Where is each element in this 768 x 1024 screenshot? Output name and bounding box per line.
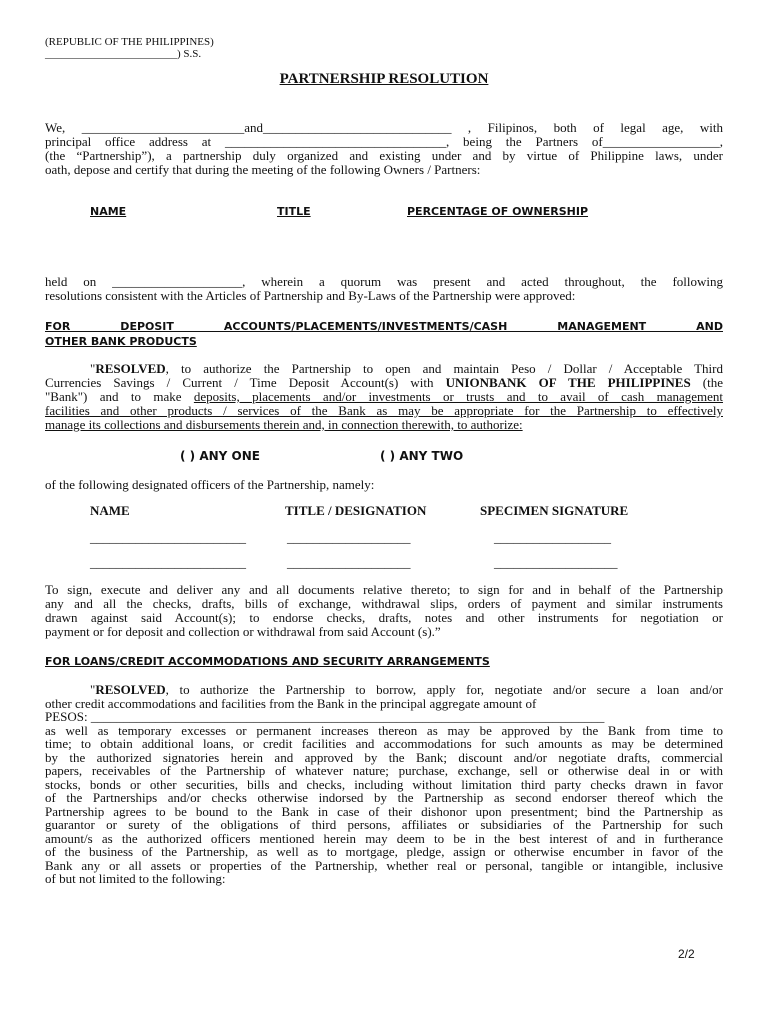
loans-line: amount/s as the authorized officers mentioned herein may deem to be in the best interest of and in furtherance [45,830,723,846]
deposit-resolved-line: facilities and other products / services of the Bank as may be appropriate for the Partnership to effectively [45,403,723,418]
loans-line: papers, receivables of the Partnership of whatever nature; purchase, exchange, sell or otherwise deal in or with [45,763,723,778]
officers-header-signature: SPECIMEN SIGNATURE [480,503,629,518]
deposit-heading-line: OTHER BANK PRODUCTS [45,335,197,348]
meeting-paragraph [45,275,723,303]
officer-title-blank: ___________________ [287,555,411,570]
intro-line: (the “Partnership”), a partnership duly organized and existing under and by virtue of Philippine laws, under [45,148,723,163]
republic-label: (REPUBLIC OF THE PHILIPPINES) [45,36,214,48]
officer-signature-blank: __________________ [494,530,611,545]
page-number: 2/2 [678,947,695,961]
deposit-resolution-paragraph [45,362,723,432]
resolved-keyword: RESOLVED [95,361,166,376]
authority-line: payment or for deposit and collection or withdrawal from said Account (s).” [45,624,441,639]
option-any-one: ( ) ANY ONE [180,449,260,463]
loans-line: by the authorized signatories herein and approved by the Bank; discount and/or negotiate drafts, commercial [45,749,723,765]
ss-line: ________________________) S.S. [45,48,202,60]
resolved-text: , to authorize the Partnership to borrow, apply for, negotiate and/or secure a loan and/or [165,682,723,697]
authority-line: To sign, execute and deliver any and all documents relative thereto; to sign for and in behalf of the Partnership [45,582,723,597]
loans-resolved-line [45,683,723,697]
deposit-resolved-line [45,376,723,390]
loans-line: Bank any or all assets or properties of the Partnership, whether real or personal, tangible or intangible, inclusive [45,857,723,873]
intro-line: We, _________________________and_____________________________ , Filipinos, both of legal age, with [45,120,723,135]
loans-line: other credit accommodations and facilities from the Bank in the principal aggregate amount of [45,695,537,711]
loans-line: of the Partnerships and/or checks otherwise indorsed by the Partnership as second endorser thereof which the [45,790,723,805]
resolved-underlined-text: deposits, placements and/or investments or trusts and to avail of cash management [193,389,723,404]
loans-line: stocks, bonds or other securities, bills and checks, including without limitation third party checks drawn in favor [45,776,723,792]
meeting-line: resolutions consistent with the Articles of Partnership and By-Laws of the Partnership were approved: [45,288,576,303]
resolved-keyword: RESOLVED [95,682,166,697]
deposit-resolved-line [45,390,723,404]
owners-header-title: TITLE [277,205,311,218]
loans-line: Partnership agrees to be bound to the Bank in case of their dishonor upon presentment; bind the Partnership as [45,803,723,819]
owners-header-percentage: PERCENTAGE OF OWNERSHIP [407,205,589,218]
resolved-text: Currencies Savings / Current / Time Deposit Account(s) with [45,375,446,390]
option-any-two: ( ) ANY TWO [380,449,464,463]
deposit-resolved-line [45,362,723,376]
officer-name-blank: ________________________ [90,530,246,545]
deposit-heading-line: FOR DEPOSIT ACCOUNTS/PLACEMENTS/INVESTMENTS/CASH MANAGEMENT AND [45,320,723,333]
intro-line: oath, depose and certify that during the meeting of the following Owners / Partners: [45,162,481,177]
loans-line: time; to obtain additional loans, or credit facilities and accommodations for such amounts as may be determined [45,736,723,751]
officers-header-name: NAME [90,503,130,518]
deposit-resolved-line: manage its collections and disbursements therein and, in connection therewith, to authorize: [45,417,523,432]
bank-name: UNIONBANK OF THE PHILIPPINES [445,375,691,390]
intro-paragraph [45,121,723,177]
loans-section-heading: FOR LOANS/CREDIT ACCOMMODATIONS AND SECURITY ARRANGEMENTS [45,655,490,668]
authority-line: drawn against said Account(s); to endorse checks, drafts, notes and other instruments for negotiation or [45,610,723,625]
resolved-text: "Bank") and to make [45,389,194,404]
quote-mark: " [90,361,96,376]
officer-title-blank: ___________________ [287,530,411,545]
loans-line: guarantor or surety of the obligations of third persons, affiliates or subsidiaries of the Partnership for such [45,817,723,832]
deposit-section-heading [45,319,723,349]
officer-signature-blank: ___________________ [494,555,618,570]
loans-resolution-paragraph [45,683,723,886]
meeting-line: held on ____________________, wherein a quorum was present and acted throughout, the following [45,274,723,289]
authority-line: any and all the checks, drafts, bills of exchange, withdrawal slips, orders of payment and similar instruments [45,596,723,611]
authority-paragraph [45,583,723,639]
document-title: PARTNERSHIP RESOLUTION [279,71,489,87]
intro-line: principal office address at __________________________________, being the Partners of__________________, [45,134,723,149]
loans-line: of but not limited to the following: [45,871,226,886]
loans-line: of the business of the Partnership, as well as to mortgage, pledge, assign or otherwise encumber in favor of the [45,844,723,859]
officers-intro: of the following designated officers of the Partnership, namely: [45,477,375,492]
loans-line: as well as temporary excesses or permanent increases thereon as may be approved by the Bank from time to [45,722,723,738]
officer-name-blank: ________________________ [90,555,246,570]
owners-header-name: NAME [90,205,127,218]
resolved-text: , to authorize the Partnership to open and maintain Peso / Dollar / Acceptable Third [165,361,723,376]
resolved-text: (the [690,375,723,390]
pesos-amount-line: PESOS: _______________________________________________________________________________ [45,709,605,724]
quote-mark: " [90,682,96,697]
officers-header-title: TITLE / DESIGNATION [285,503,427,518]
